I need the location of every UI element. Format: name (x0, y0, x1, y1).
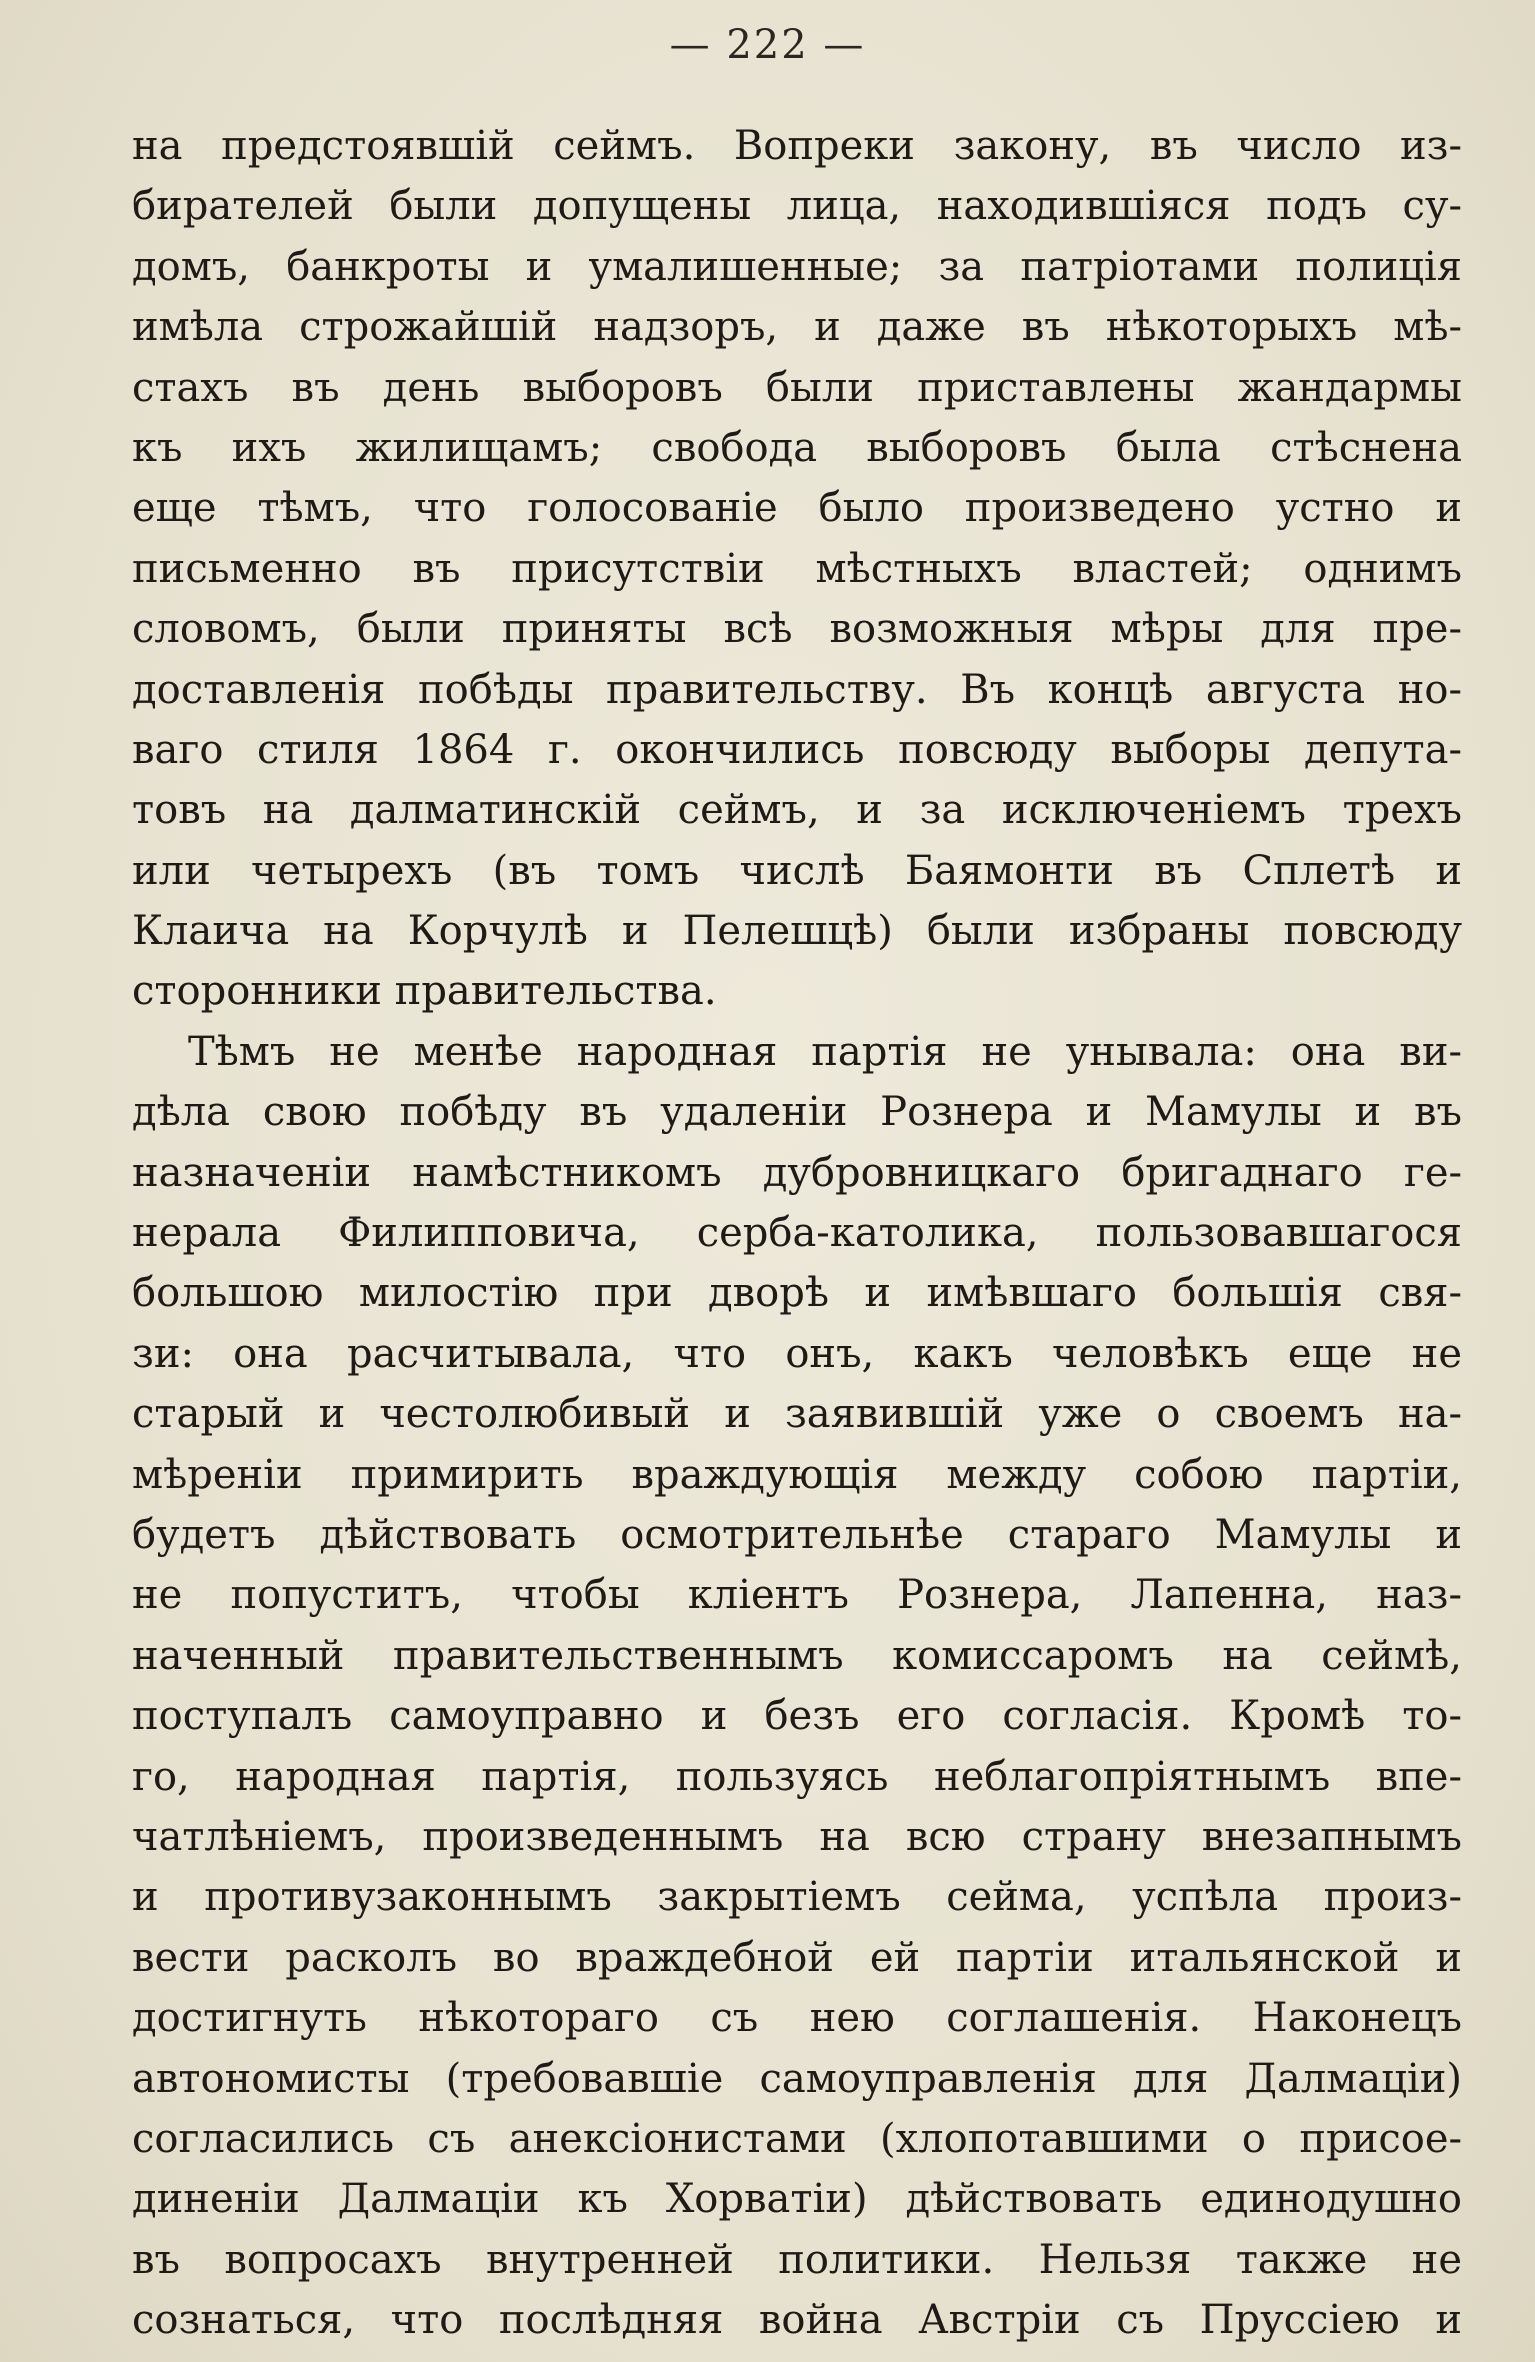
text-line: дѣла свою побѣду въ удаленіи Рознера и Мамулы и въ (132, 1089, 1462, 1136)
text-line: будетъ дѣйствовать осмотрительнѣе стараго Мамулы и (132, 1511, 1462, 1558)
text-line: стахъ въ день выборовъ были приставлены жандармы (132, 364, 1462, 411)
text-line: зи: она расчитывала, что онъ, какъ человѣкъ еще не (132, 1330, 1462, 1377)
text-line: на предстоявшій сеймъ. Вопреки закону, въ число из- (132, 123, 1462, 169)
text-line: бирателей были допущены лица, находившіяся подъ су- (132, 183, 1462, 230)
text-line: имѣла строжайшій надзоръ, и даже въ нѣкоторыхъ мѣ- (132, 304, 1462, 351)
text-line: согласились съ анексіонистами (хлопотавшими о присое- (132, 2115, 1462, 2162)
page-body-text (132, 116, 1462, 2350)
text-line: поступалъ самоуправно и безъ его согласія. Кромѣ то- (132, 1693, 1462, 1740)
text-line: доставленія побѣды правительству. Въ концѣ августа но- (132, 666, 1462, 713)
text-line: и противузаконнымъ закрытіемъ сейма, успѣла произ- (132, 1874, 1462, 1921)
text-line: въ вопросахъ внутренней политики. Нельзя также не (132, 2236, 1462, 2283)
text-line: старый и честолюбивый и заявившій уже о своемъ на- (132, 1391, 1462, 1438)
text-line: письменно въ присутствіи мѣстныхъ властей; однимъ (132, 545, 1462, 592)
text-line: Клаича на Корчулѣ и Пелешцѣ) были избраны повсюду (132, 908, 1462, 955)
text-line: словомъ, были приняты всѣ возможныя мѣры для пре- (132, 606, 1462, 653)
text-line: сторонники правительства. (132, 968, 717, 1015)
page-number: — 222 — (669, 22, 866, 68)
text-line: не попуститъ, чтобы кліентъ Рознера, Лапенна, наз- (132, 1572, 1462, 1619)
text-line: назначеніи намѣстникомъ дубровницкаго бригаднаго ге- (132, 1149, 1462, 1196)
text-line: вести расколъ во враждебной ей партіи итальянской и (132, 1934, 1462, 1981)
text-line: или четырехъ (въ томъ числѣ Баямонти въ Сплетѣ и (132, 847, 1462, 894)
text-line: домъ, банкроты и умалишенные; за патріотами полиція (132, 243, 1462, 290)
text-line: чатлѣніемъ, произведеннымъ на всю страну внезапнымъ (132, 1813, 1462, 1860)
text-line: еще тѣмъ, что голосованіе было произведено устно и (132, 485, 1462, 532)
text-line: наченный правительственнымъ комиссаромъ на сеймѣ, (132, 1632, 1462, 1679)
text-line: ваго стиля 1864 г. окончились повсюду выборы депута- (132, 726, 1462, 773)
text-line: го, народная партія, пользуясь неблагопріятнымъ впе- (132, 1753, 1462, 1800)
text-line: нерала Филипповича, серба-католика, пользовавшагося (132, 1210, 1462, 1257)
text-line: товъ на далматинскій сеймъ, и за исключеніемъ трехъ (132, 787, 1462, 834)
text-line: мѣреніи примирить враждующія между собою партіи, (132, 1451, 1462, 1498)
text-line: автономисты (требовавшіе самоуправленія для Далмаціи) (132, 2055, 1462, 2102)
text-line: сознаться, что послѣдняя война Австріи съ Пруссіею и (132, 2297, 1462, 2344)
text-line: большою милостію при дворѣ и имѣвшаго большія свя- (132, 1270, 1462, 1317)
text-line: достигнуть нѣкотораго съ нею соглашенія. Наконецъ (132, 1995, 1462, 2042)
text-line: Тѣмъ не менѣе народная партія не унывала: она ви- (188, 1028, 1462, 1075)
text-line: къ ихъ жилищамъ; свобода выборовъ была стѣснена (132, 424, 1462, 471)
text-line: диненіи Далмаціи къ Хорватіи) дѣйствовать единодушно (132, 2176, 1462, 2223)
